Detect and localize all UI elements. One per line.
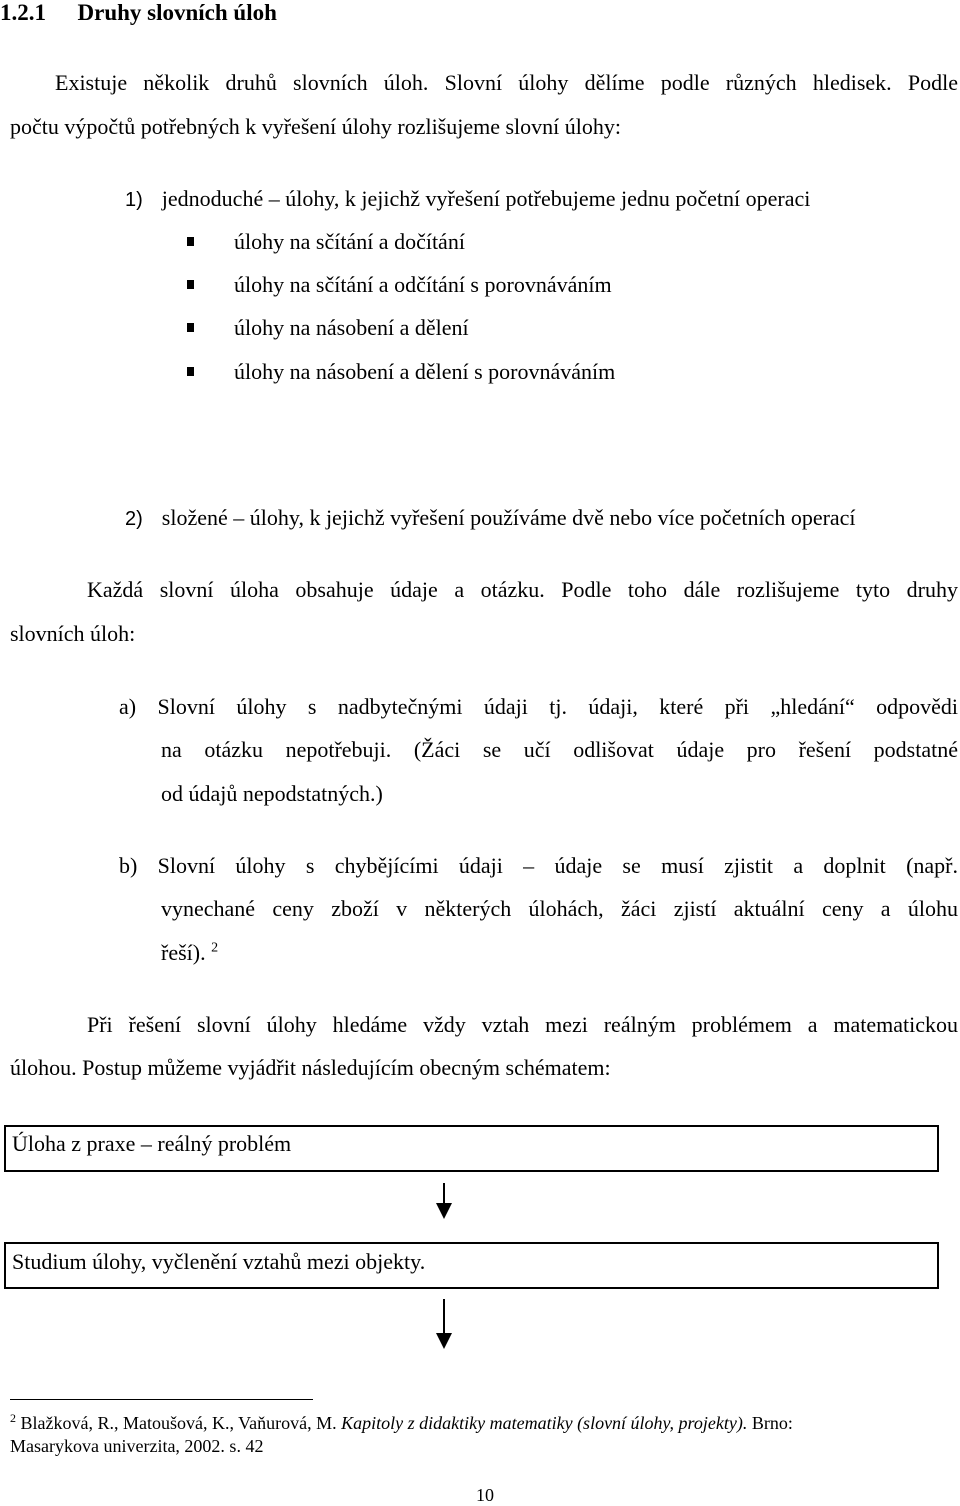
bullet-icon — [187, 280, 194, 289]
item-a-line-1: a) Slovní úlohy s nadbytečnými údaji tj. údaji, které při „hledání“ odpovědi — [119, 694, 958, 719]
bullet-icon — [187, 323, 194, 332]
footnote-line-1 — [10, 1411, 793, 1434]
item-b-line-1: b) Slovní úlohy s chybějícími údaji – údaje se musí zjistit a doplnit (např. — [119, 853, 958, 878]
bullet-icon — [187, 237, 194, 246]
sub-item-4: úlohy na násobení a dělení s porovnáváním — [234, 359, 616, 384]
item-b-line-3 — [161, 940, 218, 966]
scheme-box-1 — [4, 1125, 939, 1172]
arrow-down-icon — [443, 1183, 445, 1205]
para2-line-1: Každá slovní úloha obsahuje údaje a otázku. Podle toho dále rozlišujeme tyto druhy — [87, 577, 958, 602]
sub-item-3: úlohy na násobení a dělení — [234, 315, 469, 340]
section-title: Druhy slovních úloh — [77, 0, 277, 25]
list-item-2 — [125, 505, 856, 531]
page-number: 10 — [476, 1485, 494, 1505]
item-b-line-3-text: řeší). — [161, 940, 206, 965]
para3-line-1: Při řešení slovní úlohy hledáme vždy vztah mezi reálným problémem a matematickou — [87, 1012, 958, 1037]
footnote-publisher: Masarykova univerzita, 2002. s. 42 — [10, 1436, 264, 1456]
arrow-down-icon — [436, 1333, 452, 1349]
scheme-box-1-text: Úloha z praxe – reálný problém — [12, 1131, 292, 1156]
footnote-reference: 2 — [211, 940, 219, 956]
scheme-box-2-text: Studium úlohy, vyčlenění vztahů mezi objekty. — [12, 1249, 426, 1274]
intro-line-2: počtu výpočtů potřebných k vyřešení úlohy rozlišujeme slovní úlohy: — [10, 114, 622, 139]
list-item-2-text: složené – úlohy, k jejichž vyřešení používáme dvě nebo více početních operací — [161, 505, 856, 530]
section-number: 1.2.1 — [0, 0, 46, 25]
item-a-line-3: od údajů nepodstatných.) — [161, 781, 383, 806]
list-item-1 — [125, 186, 810, 212]
footnote-divider — [10, 1399, 313, 1400]
section-heading — [0, 0, 277, 26]
sub-item-2: úlohy na sčítání a odčítání s porovnáváním — [234, 272, 612, 297]
item-a-line-2: na otázku nepotřebuji. (Žáci se učí odlišovat údaje pro řešení podstatné — [161, 737, 958, 762]
list-item-1-text: jednoduché – úlohy, k jejichž vyřešení potřebujeme jednu početní operaci — [161, 186, 811, 211]
item-b-line-2: vynechané ceny zboží v některých úlohách, žáci zjistí aktuální ceny a úlohu — [161, 896, 958, 921]
list-marker-1: 1) — [125, 189, 143, 211]
arrow-down-icon — [443, 1299, 445, 1335]
footnote-authors: Blažková, R., Matoušová, K., Vaňurová, M. — [20, 1413, 337, 1433]
list-marker-2: 2) — [125, 508, 143, 530]
bullet-icon — [187, 367, 194, 376]
footnote-number: 2 — [10, 1411, 16, 1425]
footnote-place: Brno: — [751, 1413, 793, 1433]
intro-line-1: Existuje několik druhů slovních úloh. Slovní úlohy dělíme podle různých hledisek. Podle — [55, 70, 958, 95]
para2-line-2: slovních úloh: — [10, 621, 136, 646]
footnote-title: Kapitoly z didaktiky matematiky (slovní úlohy, projekty). — [341, 1413, 748, 1433]
sub-item-1: úlohy na sčítání a dočítání — [234, 229, 465, 254]
para3-line-2: úlohou. Postup můžeme vyjádřit následujícím obecným schématem: — [10, 1055, 611, 1080]
arrow-down-icon — [436, 1203, 452, 1219]
scheme-box-2 — [4, 1242, 939, 1289]
